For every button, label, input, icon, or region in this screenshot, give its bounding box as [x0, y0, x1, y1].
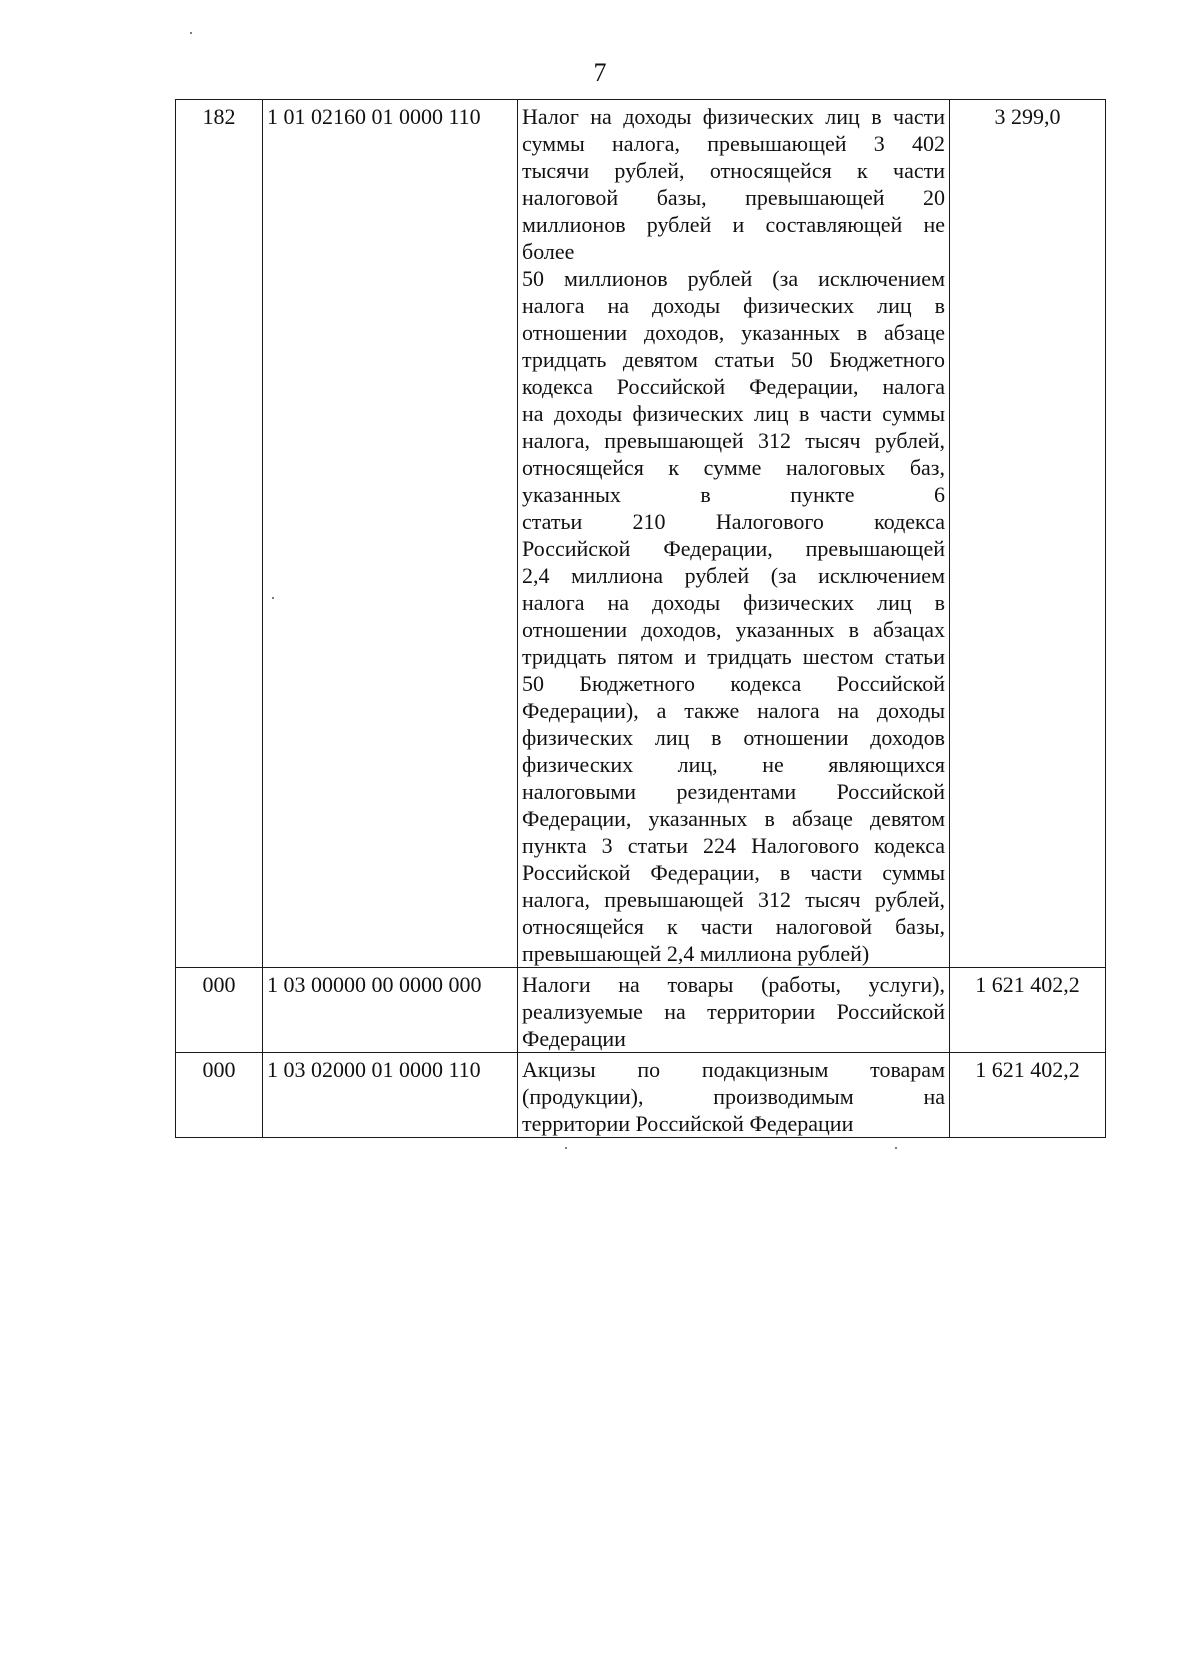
revenue-name-line: отношении доходов, указанных в абзацах	[522, 617, 945, 642]
revenue-name-line: налога, превышающей 312 тысяч рублей,	[522, 887, 945, 912]
table-row	[176, 968, 1106, 1053]
budget-classification-code-cell: 1 01 02160 01 0000 110	[263, 100, 518, 968]
revenue-name-line: кодекса Российской Федерации, налога	[522, 374, 945, 399]
revenue-name-line: тридцать пятом и тридцать шестом статьи	[522, 644, 945, 669]
revenue-name-line: 50 Бюджетного кодекса Российской	[522, 671, 945, 696]
revenue-name-line: указанных в пункте 6	[522, 482, 945, 507]
revenue-name-line: физических лиц в отношении доходов	[522, 725, 945, 750]
revenue-name-line: относящейся к сумме налоговых баз,	[522, 455, 945, 480]
table-row	[176, 100, 1106, 968]
admin-code-cell: 000	[176, 1053, 263, 1138]
amount-cell: 3 299,0	[950, 100, 1106, 968]
scan-speck	[272, 597, 274, 599]
revenue-name-line: налога на доходы физических лиц в	[522, 590, 945, 615]
page-number: 7	[593, 58, 607, 87]
revenue-name-line: суммы налога, превышающей 3 402	[522, 131, 945, 156]
revenue-name-line: налога на доходы физических лиц в	[522, 293, 945, 318]
revenue-name-line: отношении доходов, указанных в абзаце	[522, 320, 945, 345]
revenue-name-cell	[518, 968, 950, 1053]
revenue-name-line: Российской Федерации, превышающей	[522, 536, 945, 561]
revenue-name-line: 50 миллионов рублей (за исключением	[522, 266, 945, 291]
revenue-name-line: превышающей 2,4 миллиона рублей)	[522, 941, 870, 966]
revenue-name-line: 2,4 миллиона рублей (за исключением	[522, 563, 945, 588]
revenue-name-line: Федерации, указанных в абзаце девятом	[522, 806, 945, 831]
revenue-table	[175, 99, 1106, 1138]
revenue-name-line: налоговыми резидентами Российской	[522, 779, 945, 804]
revenue-name-line: Федерации), а также налога на доходы	[522, 698, 945, 723]
admin-code-cell: 000	[176, 968, 263, 1053]
table-row	[176, 1053, 1106, 1138]
revenue-name-line: на доходы физических лиц в части суммы	[522, 401, 945, 426]
scan-speck	[565, 1147, 567, 1149]
revenue-name-line: (продукции), производимым на	[522, 1084, 945, 1109]
scan-speck	[190, 32, 192, 34]
revenue-name-line: тридцать девятом статьи 50 Бюджетного	[522, 347, 945, 372]
revenue-name-cell	[518, 1053, 950, 1138]
revenue-name-line: более	[522, 239, 575, 264]
revenue-name-line: налоговой базы, превышающей 20	[522, 185, 945, 210]
revenue-name-line: Федерации	[522, 1026, 626, 1051]
revenue-name-cell	[518, 100, 950, 968]
amount-cell: 1 621 402,2	[950, 1053, 1106, 1138]
amount-cell: 1 621 402,2	[950, 968, 1106, 1053]
revenue-name-line: Российской Федерации, в части суммы	[522, 860, 945, 885]
budget-classification-code-cell: 1 03 02000 01 0000 110	[263, 1053, 518, 1138]
revenue-name-line: статьи 210 Налогового кодекса	[522, 509, 945, 534]
revenue-name-line: пункта 3 статьи 224 Налогового кодекса	[522, 833, 945, 858]
budget-classification-code-cell: 1 03 00000 00 0000 000	[263, 968, 518, 1053]
revenue-name-line: территории Российской Федерации	[522, 1111, 854, 1136]
revenue-name-line: относящейся к части налоговой базы,	[522, 914, 945, 939]
revenue-name-line: налога, превышающей 312 тысяч рублей,	[522, 428, 945, 453]
revenue-name-line: миллионов рублей и составляющей не	[522, 212, 945, 237]
revenue-name-line: тысячи рублей, относящейся к части	[522, 158, 945, 183]
admin-code-cell: 182	[176, 100, 263, 968]
scan-speck	[895, 1147, 897, 1149]
revenue-name-line: реализуемые на территории Российской	[522, 999, 945, 1024]
revenue-name-line: физических лиц, не являющихся	[522, 752, 945, 777]
revenue-name-line: Акцизы по подакцизным товарам	[522, 1057, 945, 1082]
revenue-name-line: Налог на доходы физических лиц в части	[522, 104, 945, 129]
revenue-name-line: Налоги на товары (работы, услуги),	[522, 972, 945, 997]
